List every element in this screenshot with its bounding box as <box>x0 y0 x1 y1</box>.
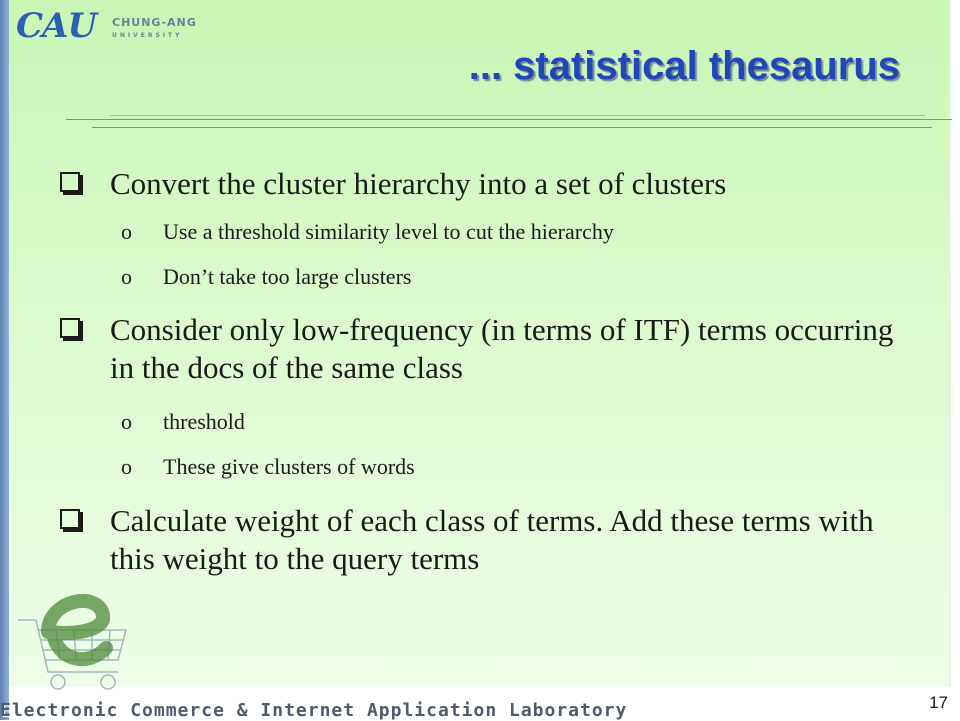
sub-bullet-marker: o <box>121 409 132 434</box>
sub-bullet-text: Don’t take too large clusters <box>163 264 412 289</box>
cau-logo-mark: CAU <box>16 6 97 46</box>
title-divider <box>66 119 952 120</box>
sub-bullet-marker: o <box>121 264 132 289</box>
sub-bullet-text: threshold <box>163 409 245 434</box>
bullet-text: Consider only low-frequency (in terms of ITF) terms occurring in the docs of the same class <box>110 312 894 385</box>
cau-logo <box>16 6 226 52</box>
sub-bullet-marker: o <box>121 219 132 244</box>
slide-title: ... statistical thesaurus <box>468 44 900 88</box>
e-commerce-cart-logo-icon <box>8 560 158 700</box>
sub-bullet-text: Use a threshold similarity level to cut the hierarchy <box>163 219 614 244</box>
sub-bullet-text: These give clusters of words <box>163 454 415 479</box>
page-number: 17 <box>929 693 948 712</box>
university-label: UNIVERSITY <box>112 32 183 39</box>
checkbox-bullet-icon <box>60 318 80 338</box>
lab-footer: Electronic Commerce & Internet Application Laboratory <box>0 700 628 721</box>
sub-bullet-marker: o <box>121 454 132 479</box>
university-name: CHUNG-ANG <box>112 16 197 29</box>
checkbox-bullet-icon <box>60 509 80 529</box>
bullet-text: Convert the cluster hierarchy into a set of clusters <box>110 166 727 201</box>
bullet-text: Calculate weight of each class of terms. Add these terms with this weight to the query terms <box>110 503 874 576</box>
title-divider-bottom <box>92 127 932 128</box>
title-divider-top <box>110 115 925 116</box>
checkbox-bullet-icon <box>60 172 80 192</box>
